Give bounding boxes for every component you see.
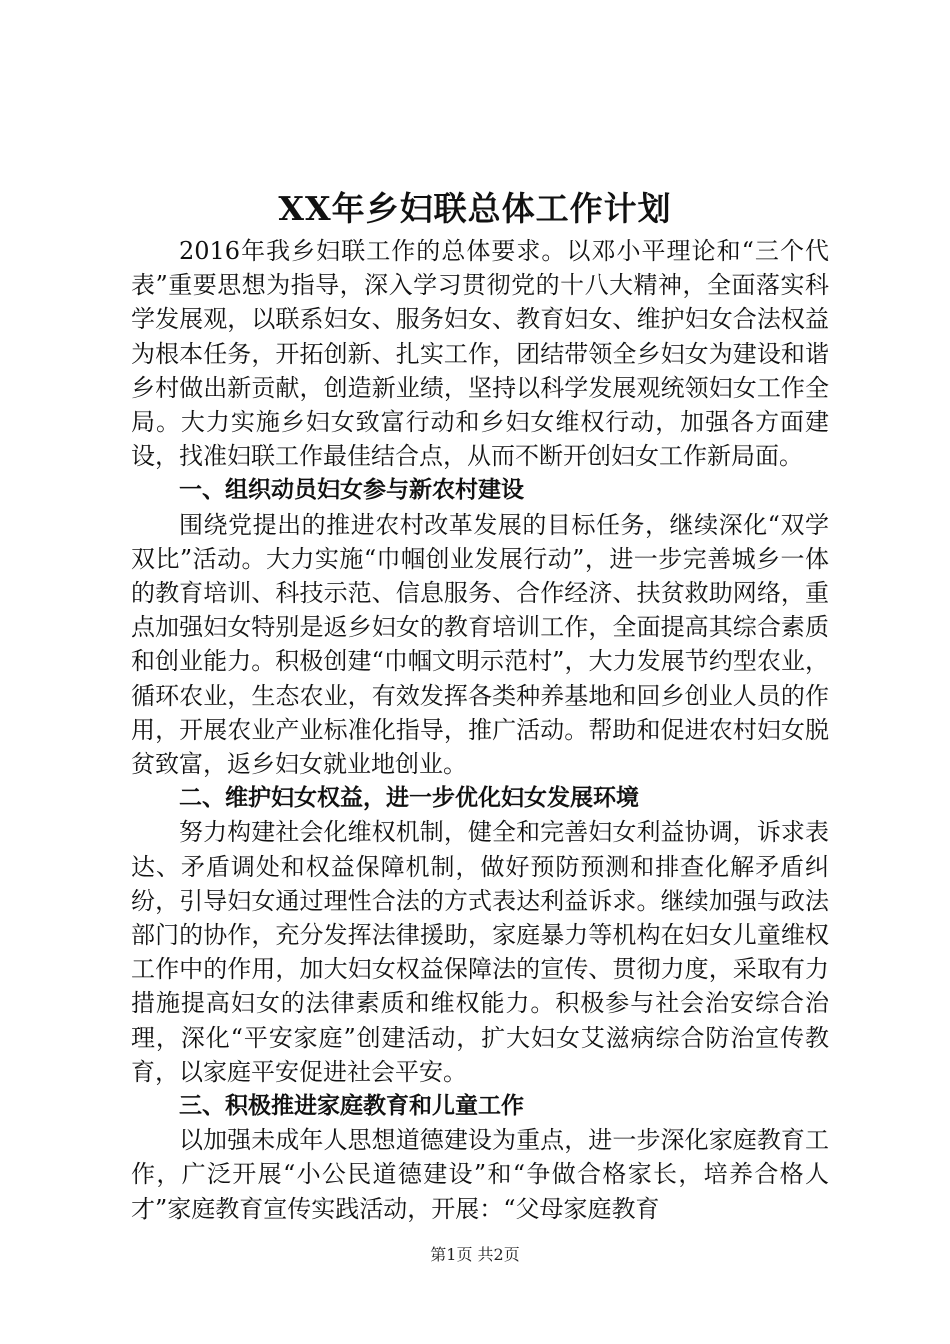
section-heading-2: 二、维护妇女权益，进一步优化妇女发展环境 — [179, 785, 639, 812]
section-heading-1: 一、组织动员妇女参与新农村建设 — [179, 477, 524, 504]
document-body — [131, 234, 829, 1226]
document-title: XX年乡妇联总体工作计划 — [278, 189, 672, 228]
page-number-footer: 第1页 共2页 — [430, 1245, 520, 1264]
section-body-1: 围绕党提出的推进农村改革发展的目标任务，继续深化“双学双比”活动。大力实施“巾帼创业发展行动”，进一步完善城乡一体的教育培训、科技示范、信息服务、合作经济、扶贫救助网络，重点加强妇女特别是返乡妇女的教育培训工作，全面提高其综合素质和创业能力。积极创建“巾帼文明示范村”，大力发展节约型农业，循环农业，生态农业，有效发挥各类种养基地和回乡创业人员的作用，开展农业产业标准化指导，推广活动。帮助和促进农村妇女脱贫致富，返乡妇女就业地创业。 — [131, 510, 829, 779]
section-body-3: 以加强未成年人思想道德建设为重点，进一步深化家庭教育工作，广泛开展“小公民道德建设”和“争做合格家长，培养合格人才”家庭教育宣传实践活动，开展：“父母家庭教育 — [131, 1126, 829, 1223]
intro-paragraph: 2016年我乡妇联工作的总体要求。以邓小平理论和“三个代表”重要思想为指导，深入学习贯彻党的十八大精神，全面落实科学发展观，以联系妇女、服务妇女、教育妇女、维护妇女合法权益为根本任务，开拓创新、扎实工作，团结带领全乡妇女为建设和谐乡村做出新贡献，创造新业绩，坚持以科学发展观统领妇女工作全局。大力实施乡妇女致富行动和乡妇女维权行动，加强各方面建设，找准妇联工作最佳结合点，从而不断开创妇女工作新局面。 — [131, 237, 829, 471]
section-body-2: 努力构建社会化维权机制，健全和完善妇女利益协调，诉求表达、矛盾调处和权益保障机制，做好预防预测和排查化解矛盾纠纷，引导妇女通过理性合法的方式表达利益诉求。继续加强与政法部门的协作，充分发挥法律援助，家庭暴力等机构在妇女儿童维权工作中的作用，加大妇女权益保障法的宣传、贯彻力度，采取有力措施提高妇女的法律素质和维权能力。积极参与社会治安综合治理，深化“平安家庭”创建活动，扩大妇女艾滋病综合防治宣传教育，以家庭平安促进社会平安。 — [131, 818, 829, 1086]
section-heading-3: 三、积极推进家庭教育和儿童工作 — [179, 1093, 524, 1120]
